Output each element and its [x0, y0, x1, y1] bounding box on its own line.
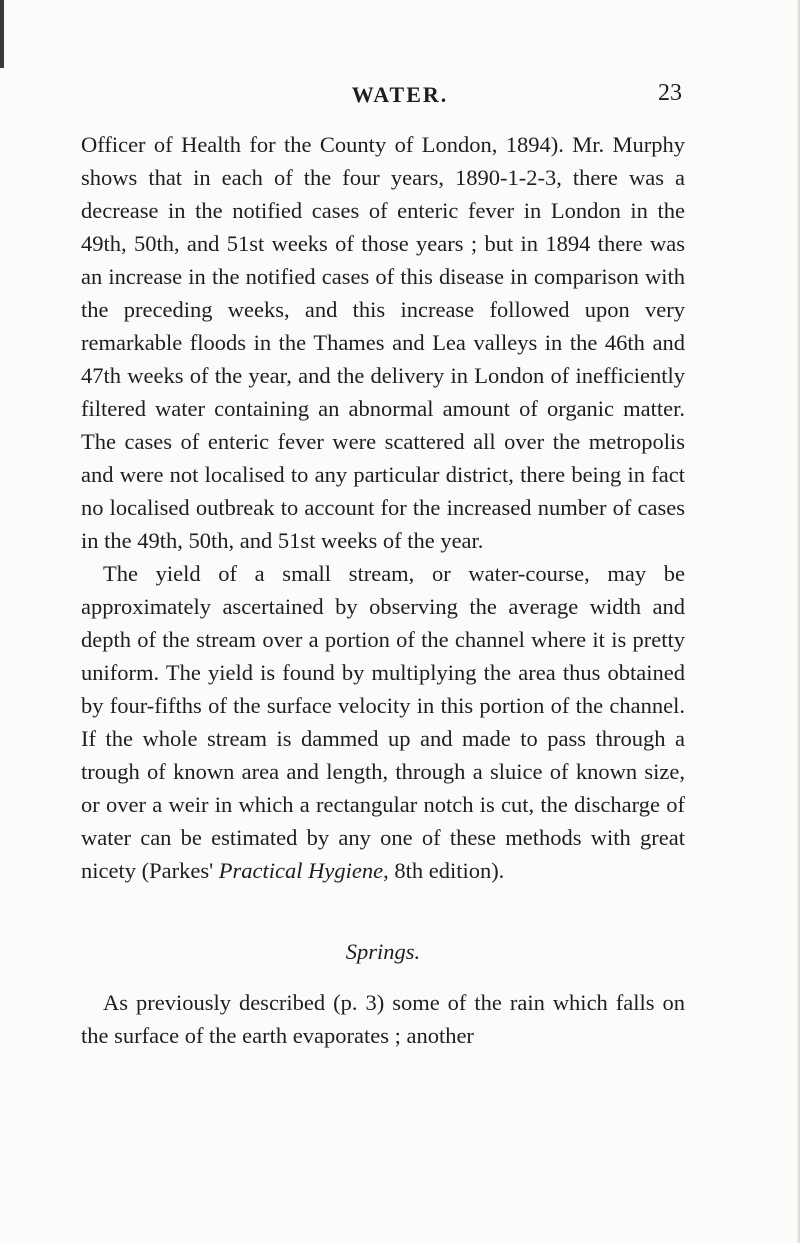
paragraph-stream-yield: [81, 557, 685, 887]
paragraph-enteric-fever: Officer of Health for the County of London, 1894). Mr. Murphy shows that in each of the four years, 1890-1-2-3, there was a decrease in the notified cases of enteric fever in London in the 49th, 50th, and 51st weeks of those years ; but in 1894 there was an increase in the notified cases of this disease in comparison with the preceding weeks, and this increase followed upon very remarkable floods in the Thames and Lea valleys in the 46th and 47th weeks of the year, and the delivery in London of inefficiently filtered water containing an abnormal amount of organic matter. The cases of enteric fever were scattered all over the metropolis and were not localised to any particular district, there being in fact no localised outbreak to account for the increased number of cases in the 49th, 50th, and 51st weeks of the year.: [81, 132, 685, 553]
book-title: Practical Hygiene: [218, 858, 384, 883]
page-body: [81, 128, 685, 1052]
paragraph-stream-yield-text: The yield of a small stream, or water-course, may be approximately ascertained by observing the average width and depth of the stream over a portion of the channel where it is pretty uniform. The yield is found by multiplying the area thus obtained by four-fifths of the surface velocity in this portion of the channel. If the whole stream is dammed up and made to pass through a trough of known area and length, through a sluice of known size, or over a weir in which a rectangular notch is cut, the discharge of water can be estimated by any one of these methods with great nicety (Parkes': [81, 561, 685, 883]
section-heading-springs: Springs.: [345, 939, 421, 964]
running-head: WATER.: [351, 82, 449, 107]
paragraph-springs: As previously described (p. 3) some of the rain which falls on the surface of the earth evaporates ; another: [81, 990, 685, 1048]
paragraph-stream-yield-end: , 8th edition).: [383, 858, 505, 883]
page-number: 23: [658, 80, 682, 106]
page-edge-left: [0, 0, 4, 68]
page-header: [0, 82, 800, 118]
